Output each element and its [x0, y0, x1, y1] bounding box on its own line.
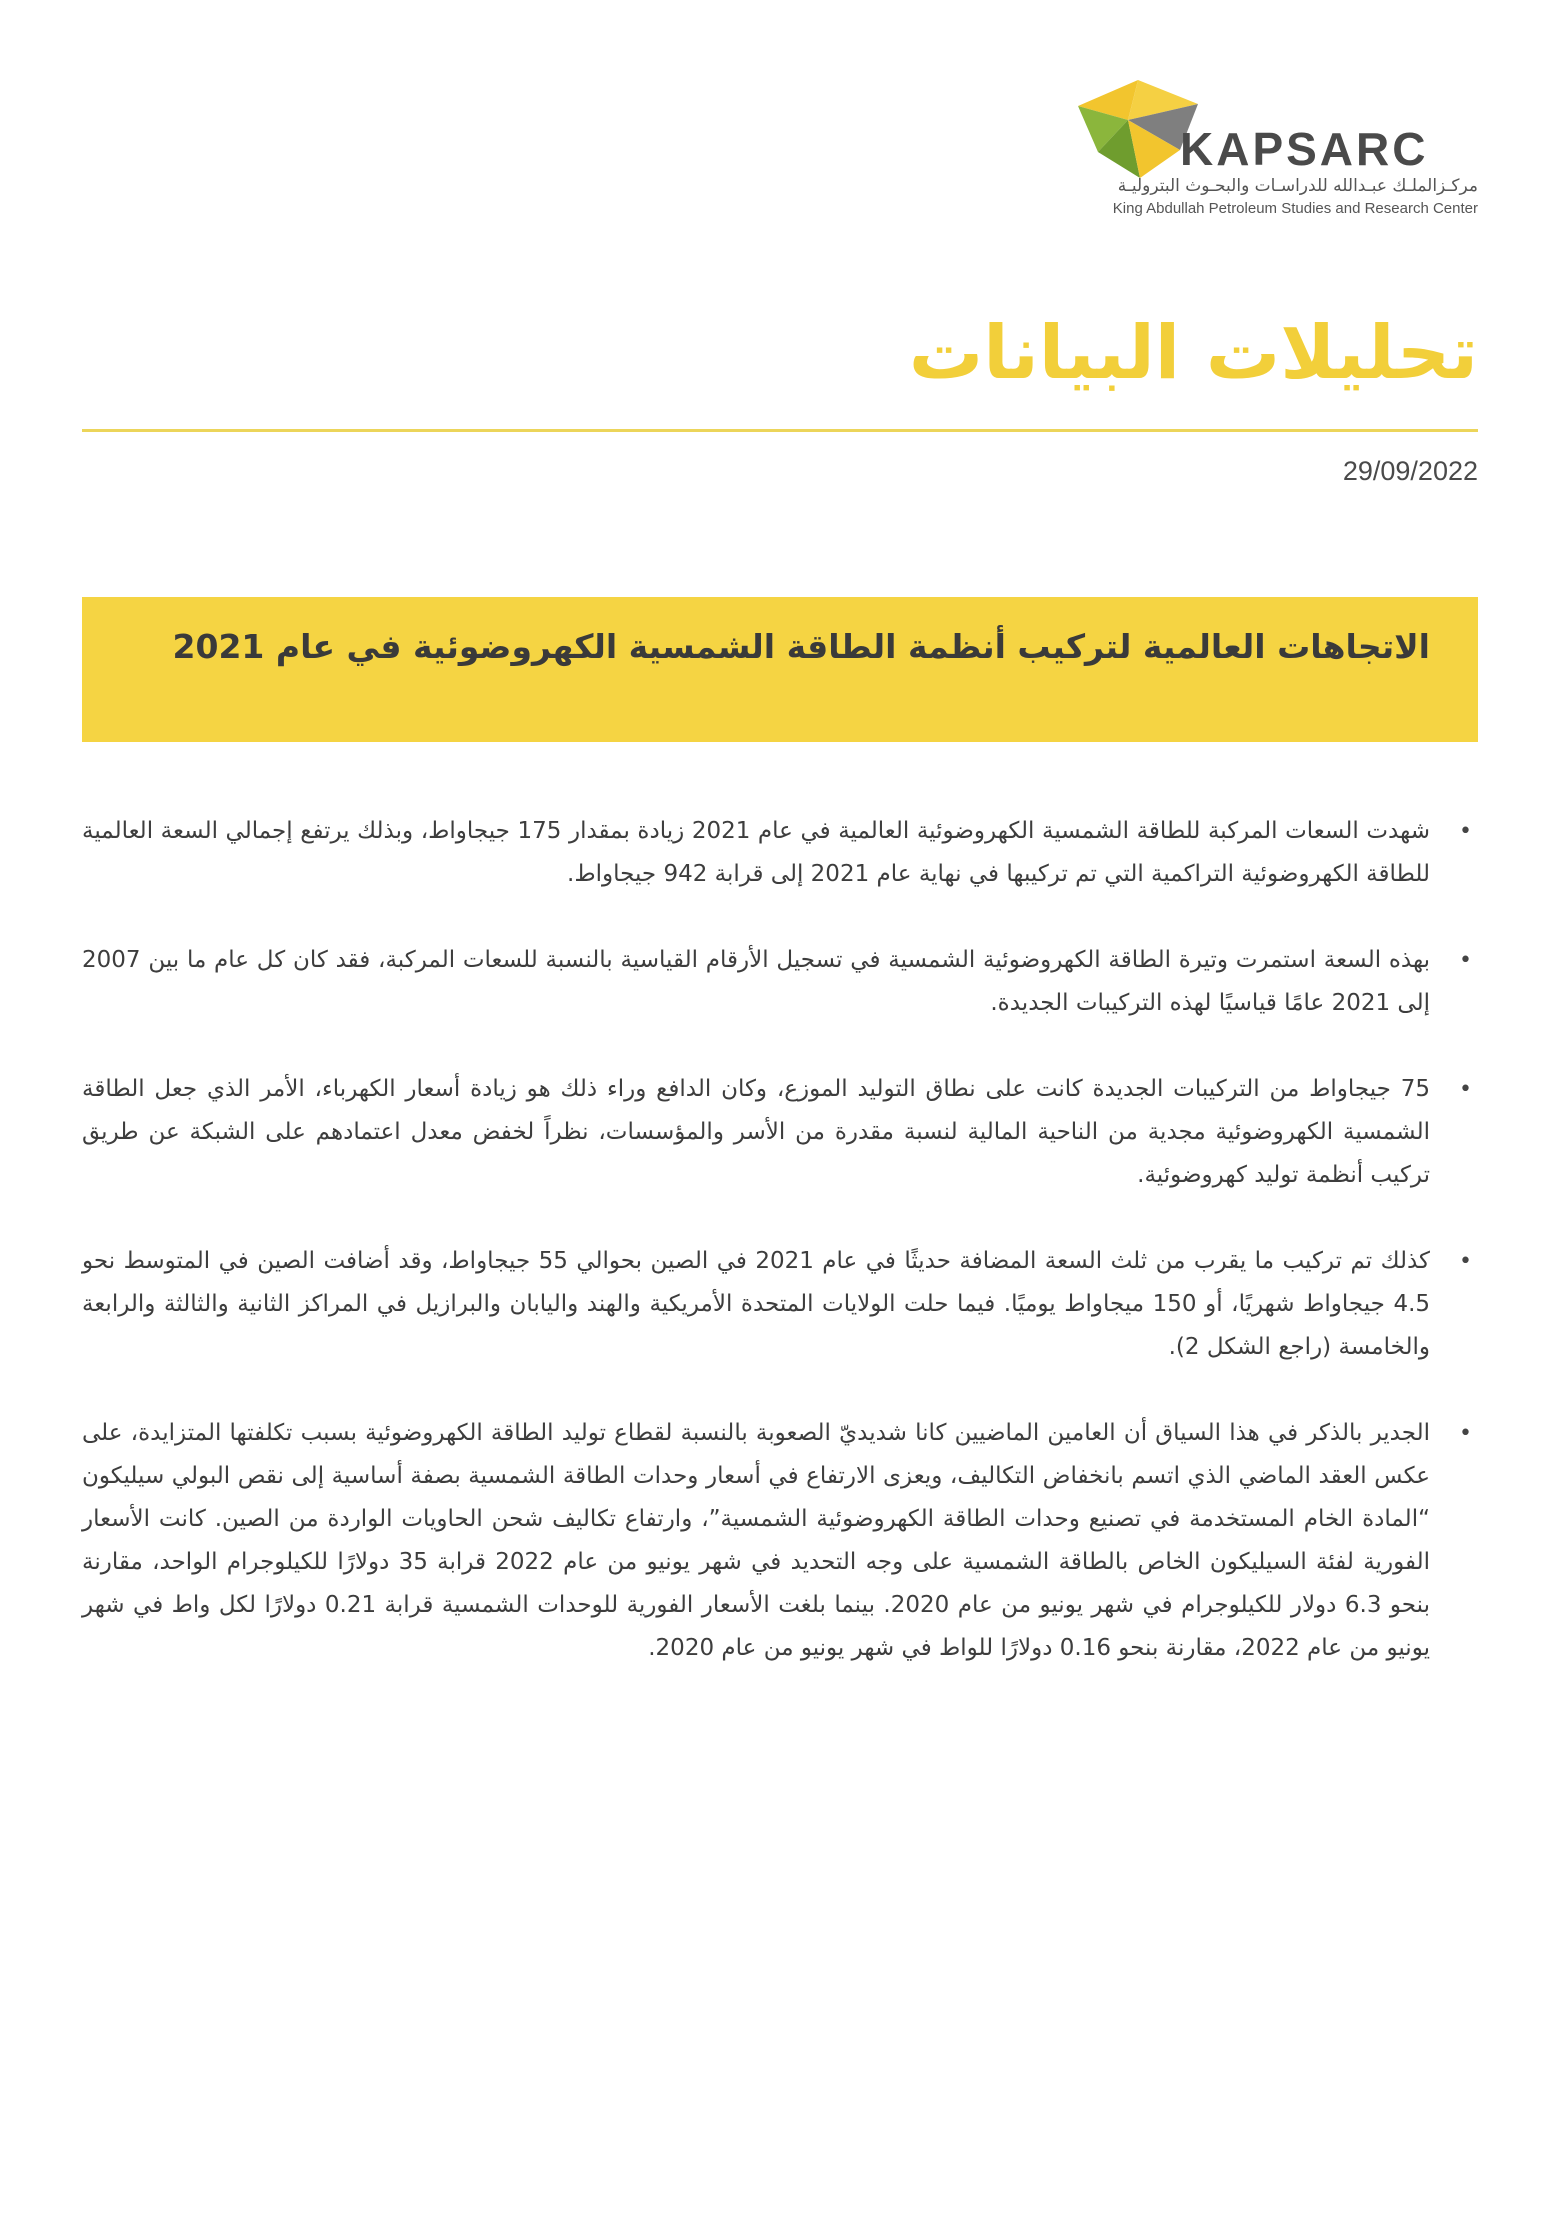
- bullet-dot-icon: •: [1459, 948, 1472, 973]
- headline-text: الاتجاهات العالمية لتركيب أنظمة الطاقة الشمسية الكهروضوئية في عام 2021: [172, 627, 1430, 666]
- bullet-item: [82, 1068, 1478, 1197]
- bullet-dot-icon: •: [1459, 1077, 1472, 1102]
- title-divider: [82, 429, 1478, 432]
- bullet-item: [82, 810, 1478, 896]
- bullet-text: الجدير بالذكر في هذا السياق أن العامين الماضيين كانا شديديّ الصعوبة بالنسبة لقطاع توليد الطاقة الكهروضوئية بسبب تكلفتها المتزايدة، على عكس العقد الماضي الذي اتسم بانخفاض التكاليف، ويعزى الارتفاع في أسعار وحدات الطاقة الشمسية بصفة أساسية إلى نقص البولي سيليكون “المادة الخام المستخدمة في تصنيع وحدات الطاقة الكهروضوئية الشمسية”، وارتفاع تكاليف شحن الحاويات الواردة من الصين. كانت الأسعار الفورية لفئة السيليكون الخاص بالطاقة الشمسية على وجه التحديد في شهر يونيو من عام 2022 قرابة 35 دولارًا للكيلوجرام الواحد، مقارنة بنحو 6.3 دولار للكيلوجرام في شهر يونيو من عام 2020. بينما بلغت الأسعار الفورية للوحدات الشمسية قرابة 0.21 دولارًا لكل واط في شهر يونيو من عام 2022، مقارنة بنحو 0.16 دولارًا للواط في شهر يونيو من عام 2020.: [82, 1420, 1430, 1661]
- bullet-text: كذلك تم تركيب ما يقرب من ثلث السعة المضافة حديثًا في عام 2021 في الصين بحوالي 55 جيجاواط، وقد أضافت الصين في المتوسط نحو 4.5 جيجاواط شهريًا، أو 150 ميجاواط يوميًا. فيما حلت الولايات المتحدة الأمريكية والهند واليابان والبرازيل في المراكز الثانية والثالثة والرابعة والخامسة (راجع الشكل 2).: [82, 1248, 1431, 1360]
- bullet-list: [82, 810, 1478, 1713]
- bullet-item: [82, 1412, 1478, 1670]
- publication-date: 29/09/2022: [1342, 456, 1478, 486]
- kapsarc-logo: [1068, 72, 1478, 222]
- bullet-text: 75 جيجاواط من التركيبات الجديدة كانت على نطاق التوليد الموزع، وكان الدافع وراء ذلك هو زيادة أسعار الكهرباء، الأمر الذي جعل الطاقة الشمسية الكهروضوئية مجدية من الناحية المالية لنسبة مقدرة من الأسر والمؤسسات، نظراً لخفض معدل اعتمادهم على الشبكة عن طريق تركيب أنظمة توليد كهروضوئية.: [82, 1076, 1430, 1188]
- bullet-dot-icon: •: [1459, 819, 1472, 844]
- headline-banner: [82, 597, 1478, 742]
- bullet-item: [82, 939, 1478, 1025]
- bullet-text: شهدت السعات المركبة للطاقة الشمسية الكهروضوئية العالمية في عام 2021 زيادة بمقدار 175 جيجاواط، وبذلك يرتفع إجمالي السعة العالمية للطاقة الكهروضوئية التراكمية التي تم تركيبها في نهاية عام 2021 إلى قرابة 942 جيجاواط.: [82, 818, 1430, 887]
- section-title: تحليلات البيانات: [908, 310, 1478, 396]
- bullet-item: [82, 1240, 1478, 1369]
- logo-arabic-name: مركـزالملـك عبـدالله للدراسـات والبحـوث البتروليـة: [1117, 176, 1478, 196]
- bullet-dot-icon: •: [1459, 1249, 1472, 1274]
- logo-wordmark: KAPSARC: [1180, 123, 1429, 175]
- bullet-text: بهذه السعة استمرت وتيرة الطاقة الكهروضوئية الشمسية في تسجيل الأرقام القياسية بالنسبة للسعات المركبة، فقد كان كل عام ما بين 2007 إلى 2021 عامًا قياسيًا لهذه التركيبات الجديدة.: [82, 947, 1430, 1016]
- bullet-dot-icon: •: [1459, 1421, 1472, 1446]
- logo-english-name: King Abdullah Petroleum Studies and Research Center: [1112, 200, 1478, 217]
